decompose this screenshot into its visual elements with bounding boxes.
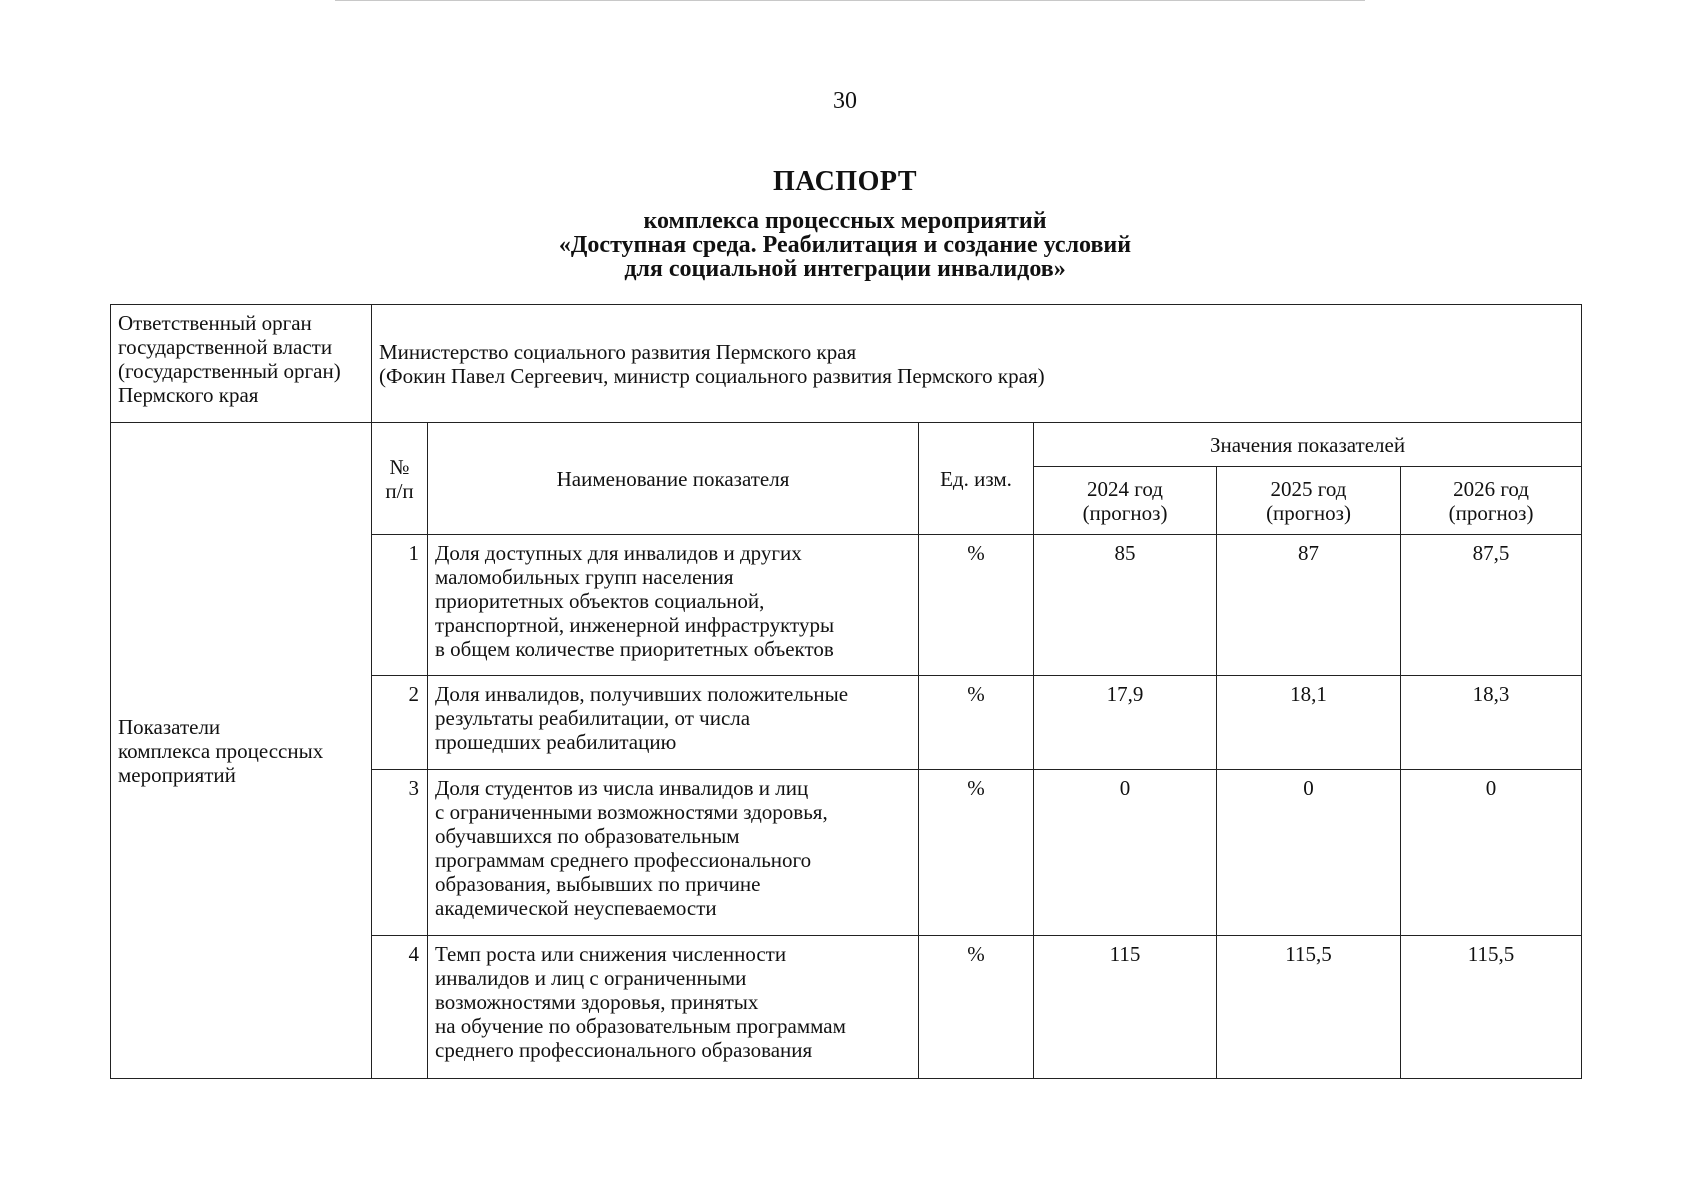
value-2024: 17,9 bbox=[1034, 676, 1217, 770]
indicator-name-line: транспортной, инженерной инфраструктуры bbox=[435, 613, 835, 637]
indicator-name-cell bbox=[428, 936, 919, 1079]
responsible-label-line: Пермского края bbox=[118, 383, 259, 407]
indicator-name-line: Темп роста или снижения численности bbox=[435, 942, 787, 966]
indicator-name-line: обучавшихся по образовательным bbox=[435, 824, 740, 848]
indicator-name-line: среднего профессионального образования bbox=[435, 1038, 813, 1062]
indicators-label-cell bbox=[111, 423, 372, 1079]
passport-table bbox=[110, 304, 1582, 1079]
header-unit-cell: Ед. изм. bbox=[919, 423, 1034, 535]
indicator-name-line: Доля доступных для инвалидов и других bbox=[435, 541, 802, 565]
indicator-name-line: программам среднего профессионального bbox=[435, 848, 812, 872]
unit-cell: % bbox=[919, 535, 1034, 676]
row-number: 4 bbox=[372, 936, 428, 1079]
indicator-name-line: академической неуспеваемости bbox=[435, 896, 717, 920]
header-year-note: (прогноз) bbox=[1082, 500, 1168, 525]
row-number: 1 bbox=[372, 535, 428, 676]
header-year-cell bbox=[1401, 467, 1582, 535]
header-year-cell bbox=[1217, 467, 1401, 535]
value-2025: 0 bbox=[1217, 770, 1401, 936]
header-num-line: № bbox=[389, 454, 410, 479]
unit-cell: % bbox=[919, 676, 1034, 770]
header-year-note: (прогноз) bbox=[1266, 500, 1351, 525]
value-2025: 115,5 bbox=[1217, 936, 1401, 1079]
unit-cell: % bbox=[919, 936, 1034, 1079]
responsible-label-line: Ответственный орган bbox=[118, 311, 312, 335]
indicator-name-cell bbox=[428, 535, 919, 676]
header-year: 2024 год bbox=[1087, 476, 1163, 501]
scan-top-edge-line bbox=[335, 0, 1365, 1]
responsible-value-cell bbox=[372, 305, 1582, 423]
indicator-name-line: приоритетных объектов социальной, bbox=[435, 589, 765, 613]
indicator-name-line: прошедших реабилитацию bbox=[435, 730, 677, 754]
indicator-name-cell bbox=[428, 770, 919, 936]
indicator-name-line: инвалидов и лиц с ограниченными bbox=[435, 966, 747, 990]
responsible-label-cell bbox=[111, 305, 372, 423]
indicator-name-line: маломобильных групп населения bbox=[435, 565, 734, 589]
subtitle-line: для социальной интеграции инвалидов» bbox=[624, 256, 1066, 282]
value-2026: 115,5 bbox=[1401, 936, 1582, 1079]
indicator-name-line: результаты реабилитации, от числа bbox=[435, 706, 751, 730]
responsible-value-line: Министерство социального развития Пермского края bbox=[379, 339, 857, 364]
row-number: 2 bbox=[372, 676, 428, 770]
value-2025: 87 bbox=[1217, 535, 1401, 676]
responsible-row bbox=[111, 305, 1582, 423]
header-year: 2025 год bbox=[1270, 476, 1347, 501]
value-2026: 87,5 bbox=[1401, 535, 1582, 676]
indicators-header-row-1 bbox=[111, 423, 1582, 467]
indicator-name-line: с ограниченными возможностями здоровья, bbox=[435, 800, 828, 824]
indicators-label-line: Показатели bbox=[118, 714, 221, 739]
subtitle-line: комплекса процессных мероприятий bbox=[643, 208, 1047, 234]
value-2024: 115 bbox=[1034, 936, 1217, 1079]
value-2025: 18,1 bbox=[1217, 676, 1401, 770]
header-num-cell bbox=[372, 423, 428, 535]
indicator-name-line: образования, выбывших по причине bbox=[435, 872, 761, 896]
document-title: ПАСПОРТ bbox=[772, 166, 917, 197]
indicators-label-line: мероприятий bbox=[118, 762, 236, 787]
responsible-label-line: (государственный орган) bbox=[118, 359, 341, 383]
responsible-label-line: государственной власти bbox=[118, 335, 333, 359]
row-number: 3 bbox=[372, 770, 428, 936]
value-2026: 0 bbox=[1401, 770, 1582, 936]
indicator-name-line: возможностями здоровья, принятых bbox=[435, 990, 759, 1014]
value-2024: 0 bbox=[1034, 770, 1217, 936]
document-subtitle bbox=[0, 209, 1690, 281]
subtitle-line: «Доступная среда. Реабилитация и создание условий bbox=[558, 232, 1132, 258]
indicator-name-line: в общем количестве приоритетных объектов bbox=[435, 637, 834, 661]
value-2024: 85 bbox=[1034, 535, 1217, 676]
header-year-note: (прогноз) bbox=[1448, 500, 1534, 525]
header-year: 2026 год bbox=[1453, 476, 1529, 501]
indicator-name-cell bbox=[428, 676, 919, 770]
indicator-name-line: Доля студентов из числа инвалидов и лиц bbox=[435, 776, 809, 800]
responsible-value-line: (Фокин Павел Сергеевич, министр социального развития Пермского края) bbox=[379, 363, 1045, 388]
header-name-cell: Наименование показателя bbox=[428, 423, 919, 535]
page-number: 30 bbox=[833, 88, 857, 114]
indicator-name-line: Доля инвалидов, получивших положительные bbox=[435, 682, 849, 706]
header-year-cell bbox=[1034, 467, 1217, 535]
indicator-name-line: на обучение по образовательным программам bbox=[435, 1014, 846, 1038]
header-num-line: п/п bbox=[385, 478, 414, 503]
header-values-group-cell: Значения показателей bbox=[1034, 423, 1582, 467]
value-2026: 18,3 bbox=[1401, 676, 1582, 770]
unit-cell: % bbox=[919, 770, 1034, 936]
indicators-label-line: комплекса процессных bbox=[118, 738, 324, 763]
